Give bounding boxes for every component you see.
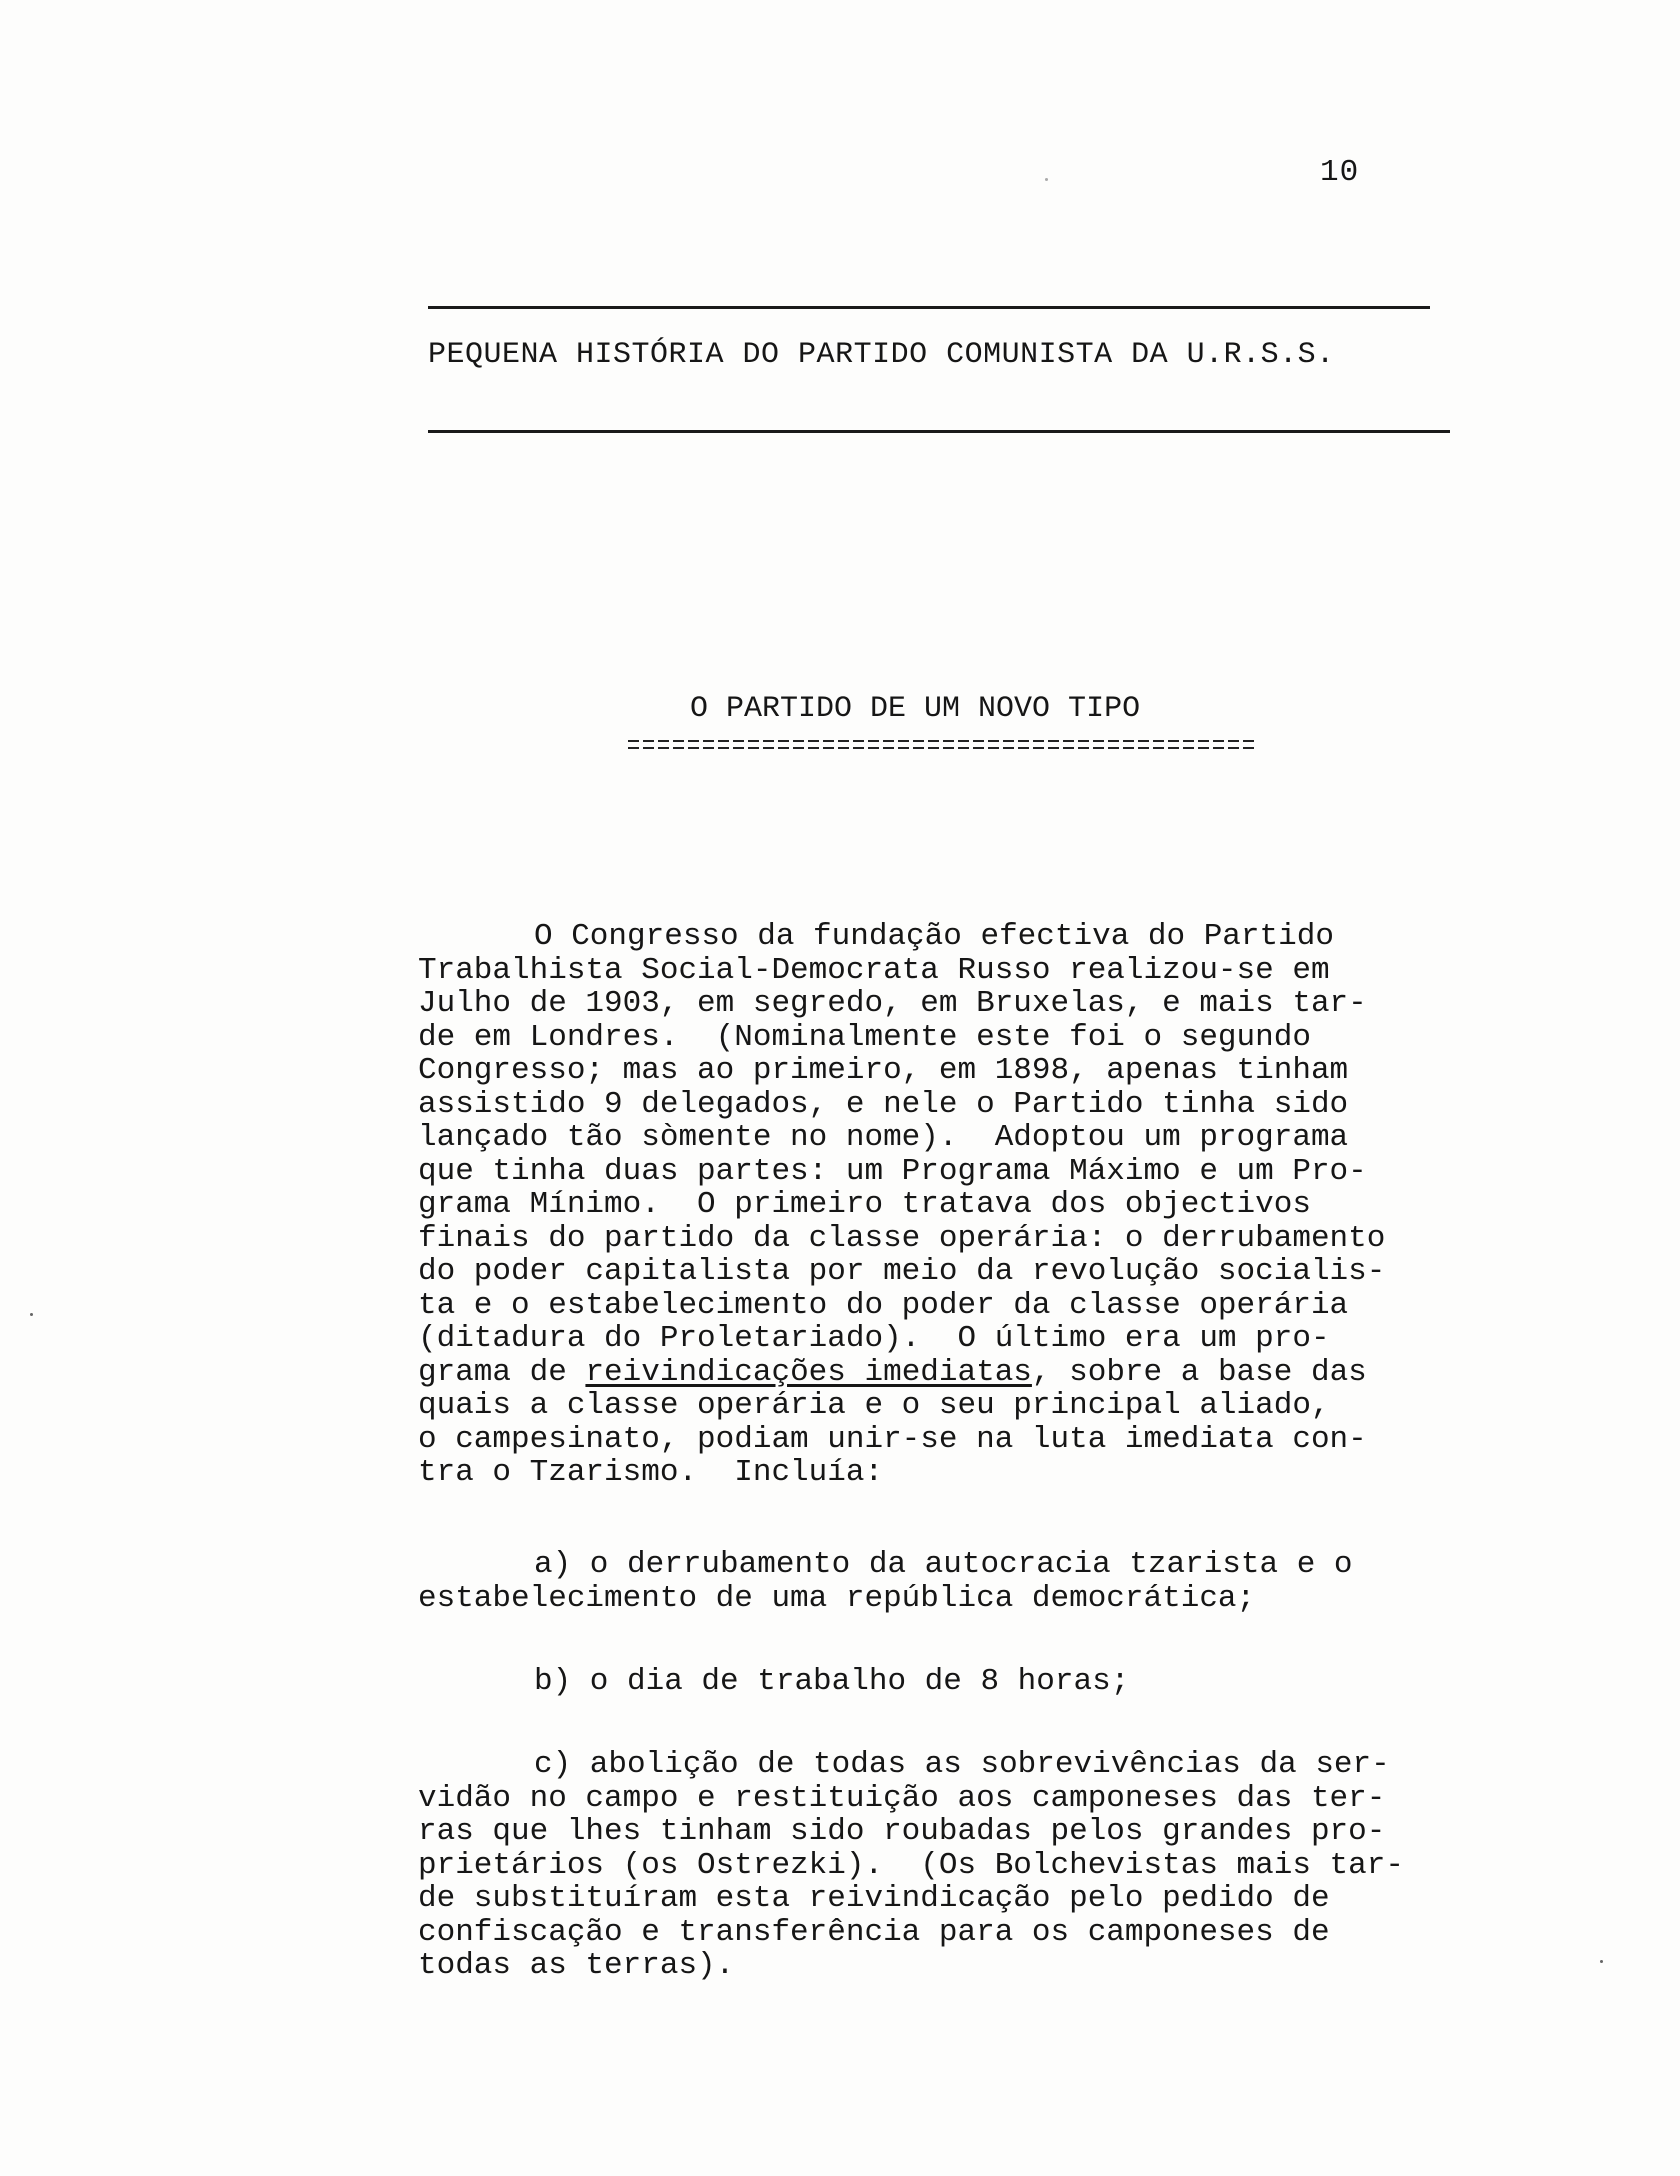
paragraph-line: quais a classe operária e o seu principal aliado, xyxy=(418,1388,1330,1423)
item-line: prietários (os Ostrezki). (Os Bolchevistas mais tar- xyxy=(418,1847,1404,1883)
paragraph-line: (ditadura do Proletariado). O último era um pro- xyxy=(418,1321,1330,1356)
paragraph-line: finais do partido da classe operária: o derrubamento xyxy=(418,1220,1386,1256)
paragraph-line: lançado tão sòmente no nome). Adoptou um programa xyxy=(418,1120,1349,1155)
list-item-c xyxy=(418,1748,1488,1983)
item-line: a) o derrubamento da autocracia tzarista e o xyxy=(534,1547,1353,1582)
page-number: 10 xyxy=(1320,155,1360,190)
running-title: PEQUENA HISTÓRIA DO PARTIDO COMUNISTA DA U.R.S.S. xyxy=(428,338,1335,372)
paragraph-line: que tinha duas partes: um Programa Máximo e um Pro- xyxy=(418,1153,1367,1189)
paragraph-line: tra o Tzarismo. Incluía: xyxy=(418,1455,884,1490)
item-line: estabelecimento de uma república democrática; xyxy=(418,1580,1256,1616)
item-line: de substituíram esta reivindicação pelo pedido de xyxy=(418,1881,1330,1916)
paragraph-line: de em Londres. (Nominalmente este foi o segundo xyxy=(418,1019,1311,1055)
scan-speck xyxy=(1600,1960,1603,1963)
main-paragraph xyxy=(418,920,1488,1490)
paragraph-line-with-underline xyxy=(418,1356,1488,1390)
underlined-phrase: reivindicações imediatas xyxy=(585,1354,1032,1390)
paragraph-line: Congresso; mas ao primeiro, em 1898, apenas tinham xyxy=(418,1053,1349,1088)
paragraph-line: ta e o estabelecimento do poder da classe operária xyxy=(418,1287,1349,1323)
item-line: confiscação e transferência para os camponeses de xyxy=(418,1914,1330,1950)
paragraph-line: O Congresso da fundação efectiva do Partido xyxy=(534,919,1334,954)
paragraph-line: grama Mínimo. O primeiro tratava dos objectivos xyxy=(418,1187,1311,1222)
paragraph-line: Trabalhista Social-Democrata Russo realizou-se em xyxy=(418,952,1330,988)
item-line: todas as terras). xyxy=(418,1948,735,1983)
scan-speck xyxy=(30,1313,33,1316)
line-prefix: grama de xyxy=(418,1354,586,1390)
header-rule-bottom xyxy=(428,430,1450,433)
item-line: c) abolição de todas as sobrevivências da ser- xyxy=(534,1747,1390,1782)
item-line: ras que lhes tinham sido roubadas pelos grandes pro- xyxy=(418,1814,1386,1849)
item-line: b) o dia de trabalho de 8 horas; xyxy=(534,1664,1130,1699)
section-title-double-underline xyxy=(628,740,1258,752)
item-line: vidão no campo e restituição aos camponeses das ter- xyxy=(418,1780,1386,1816)
header-rule-top xyxy=(428,306,1430,309)
line-suffix: , sobre a base das xyxy=(1031,1354,1367,1390)
list-item-a xyxy=(418,1548,1488,1615)
scan-speck xyxy=(1045,178,1048,181)
paragraph-line: do poder capitalista por meio da revolução socialis- xyxy=(418,1254,1386,1289)
paragraph-line: assistido 9 delegados, e nele o Partido tinha sido xyxy=(418,1086,1349,1122)
list-item-b xyxy=(418,1665,1488,1699)
section-title: O PARTIDO DE UM NOVO TIPO xyxy=(690,692,1141,726)
paragraph-line: o campesinato, podiam unir-se na luta imediata con- xyxy=(418,1421,1367,1457)
paragraph-line: Julho de 1903, em segredo, em Bruxelas, e mais tar- xyxy=(418,986,1367,1021)
